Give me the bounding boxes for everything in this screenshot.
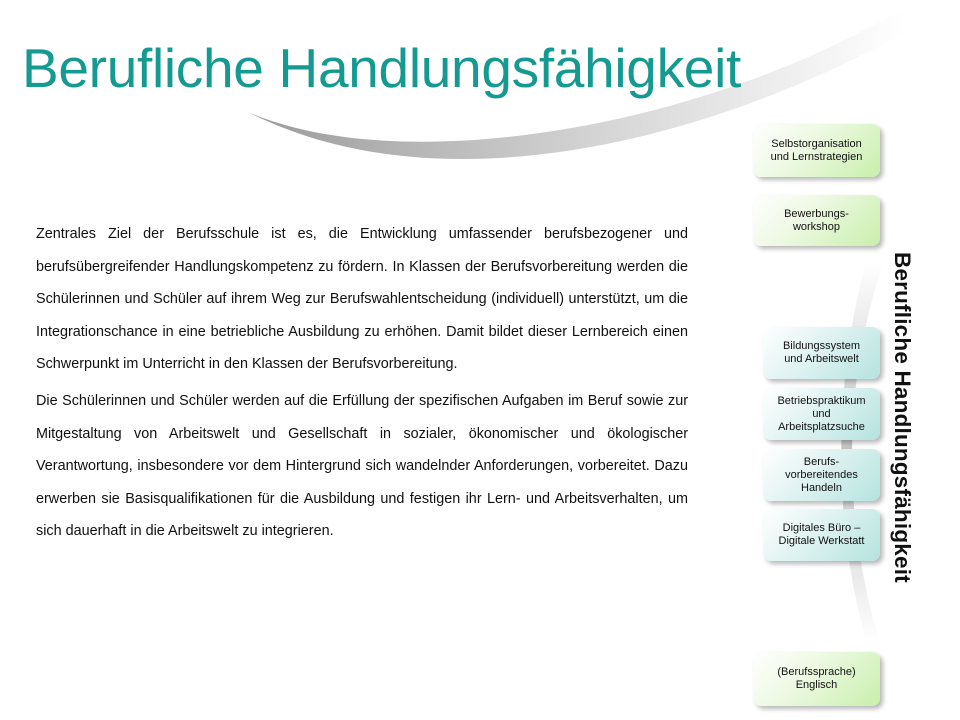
box-englisch xyxy=(753,652,880,706)
box-bildung xyxy=(763,327,880,379)
box-bewerbung xyxy=(753,195,880,246)
box-englisch-label: (Berufssprache) Englisch xyxy=(777,666,856,691)
box-betrieb xyxy=(763,388,880,440)
box-digital xyxy=(763,509,880,561)
body-text xyxy=(36,218,688,552)
box-selbstorganisation-label: Selbstorganisation und Lernstrategien xyxy=(770,137,863,163)
box-berufs-label: Berufs- vorbereitendes Handeln xyxy=(785,455,858,494)
box-selbstorganisation xyxy=(753,124,880,177)
box-bewerbung-label: Bewerbungs- workshop xyxy=(784,207,849,233)
paragraph-1: Zentrales Ziel der Berufsschule ist es, die Entwicklung umfassender berufsbezogener und berufsübergreifender Handlungskompetenz zu fördern. In Klassen der Berufsvorbereitung werden die Schülerinnen und Schüler auf ihrem Weg zur Berufswahlentscheidung (individuell) unterstützt, um die Integrationschance in eine betriebliche Ausbildung zu erhöhen. Damit bildet dieser Lernbereich einen Schwerpunkt im Unterricht in den Klassen der Berufsvorbereitung. xyxy=(36,226,688,373)
vertical-label: Berufliche Handlungsfähigkeit xyxy=(890,252,915,583)
vertical-label-container xyxy=(889,252,929,642)
page-title: Berufliche Handlungsfähigkeit xyxy=(22,37,741,99)
box-digital-label: Digitales Büro – Digitale Werkstatt xyxy=(778,522,865,547)
paragraph-2: Die Schülerinnen und Schüler werden auf die Erfüllung der spezifischen Aufgaben im Beruf sowie zur Mitgestaltung von Arbeitswelt und Gesellschaft in sozialer, ökonomischer und ökologischer Verantwortung, insbesondere vor dem Hintergrund sich wandelnder Anforderungen, vorbereitet. Dazu erwerben sie Basisqualifikationen für die Ausbildung und festigen ihr Lern- und Arbeitsverhalten, um sich dauerhaft in die Arbeitswelt zu integrieren. xyxy=(36,392,688,540)
box-bildung-label: Bildungssystem und Arbeitswelt xyxy=(782,340,861,365)
box-berufs xyxy=(763,449,880,501)
box-betrieb-label: Betriebspraktikum und Arbeitsplatzsuche xyxy=(777,394,866,433)
